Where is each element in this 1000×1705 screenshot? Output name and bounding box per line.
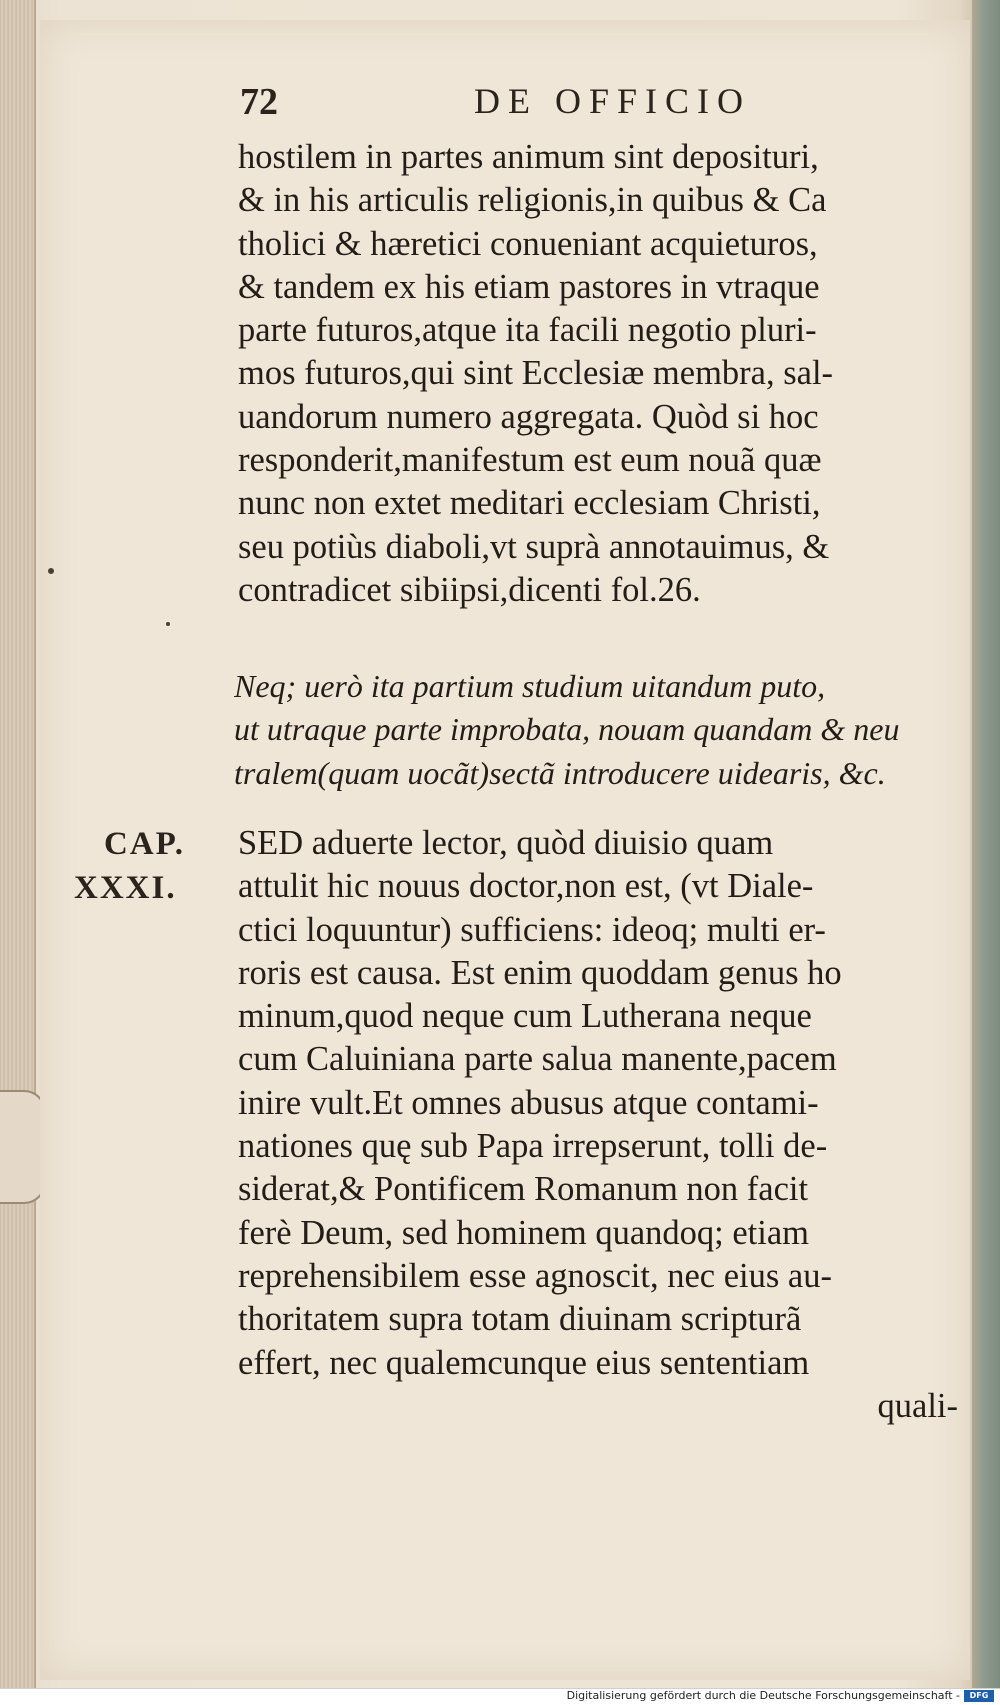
text-line: nationes quę sub Papa irrepserunt, tolli de- — [238, 1127, 828, 1166]
text-line: minum,quod neque cum Lutherana neque — [238, 997, 812, 1036]
text-line: uandorum numero aggregata. Quòd si hoc — [238, 397, 819, 436]
text-line: contradicet sibiipsi,dicenti fol.26. — [238, 570, 701, 609]
text-line: cum Caluiniana parte salua manente,pacem — [238, 1040, 837, 1079]
text-line: mos futuros,qui sint Ecclesiæ membra, sal- — [238, 354, 834, 393]
text-line: nunc non extet meditari ecclesiam Christi, — [238, 484, 821, 523]
text-line: & tandem ex his etiam pastores in vtraque — [238, 267, 820, 306]
text-line: roris est causa. Est enim quoddam genus ho — [238, 953, 842, 992]
ink-speck — [48, 568, 54, 574]
text-line: hostilem in partes animum sint deposituri, — [238, 138, 819, 176]
text-line: responderit,manifestum est eum nouã quæ — [238, 441, 822, 480]
text-line: & in his articulis religionis,in quibus & Ca — [238, 181, 827, 220]
page-number: 72 — [240, 81, 278, 123]
book-binding — [972, 0, 1000, 1690]
text-line: tholici & hæretici conueniant acquieturos, — [238, 224, 818, 263]
chapter-number: XXXI. — [74, 870, 177, 906]
text-line: seu potiùs diaboli,vt suprà annotauimus, & — [238, 527, 830, 566]
running-title: DE OFFICIO — [474, 81, 752, 121]
quote-line: ut utraque parte improbata, nouam quandam & neu — [234, 711, 900, 748]
text-line: effert, nec qualemcunque eius sententiam — [238, 1343, 810, 1382]
dfg-logo: DFG — [964, 1690, 994, 1702]
catchword: quali- — [877, 1386, 958, 1425]
running-head — [240, 80, 940, 130]
text-line: reprehensibilem esse agnoscit, nec eius au- — [238, 1256, 832, 1295]
ink-speck — [166, 622, 170, 626]
chapter-label: CAP. — [104, 826, 186, 862]
body-paragraph-1 — [238, 136, 958, 612]
italic-quotation — [234, 665, 959, 795]
body-paragraph-2 — [238, 822, 958, 1428]
chapter-margin-note — [74, 822, 224, 910]
text-line: parte futuros,atque ita facili negotio pluri- — [238, 311, 817, 350]
footer-credit: Digitalisierung gefördert durch die Deutsche Forschungsgemeinschaft - — [566, 1689, 960, 1702]
text-line: inire vult.Et omnes abusus atque contami- — [238, 1083, 819, 1122]
quote-line: tralem(quam uocãt)sectã introducere uidearis, &c. — [234, 754, 886, 791]
text-line: ferè Deum, sed hominem quandoq; etiam — [238, 1213, 810, 1252]
quote-line: Neq; uerò ita partium studium uitandum puto, — [234, 668, 826, 704]
text-line: ctici loquuntur) sufficiens: ideoq; multi er- — [238, 910, 826, 949]
text-line: attulit hic nouus doctor,non est, (vt Diale- — [238, 867, 814, 906]
text-line: thoritatem supra totam diuinam scripturã — [238, 1300, 802, 1339]
book-page-edges — [0, 0, 36, 1690]
text-line: SED aduerte lector, quòd diuisio quam — [238, 824, 774, 862]
text-line: siderat,& Pontificem Romanum non facit — [238, 1170, 809, 1209]
